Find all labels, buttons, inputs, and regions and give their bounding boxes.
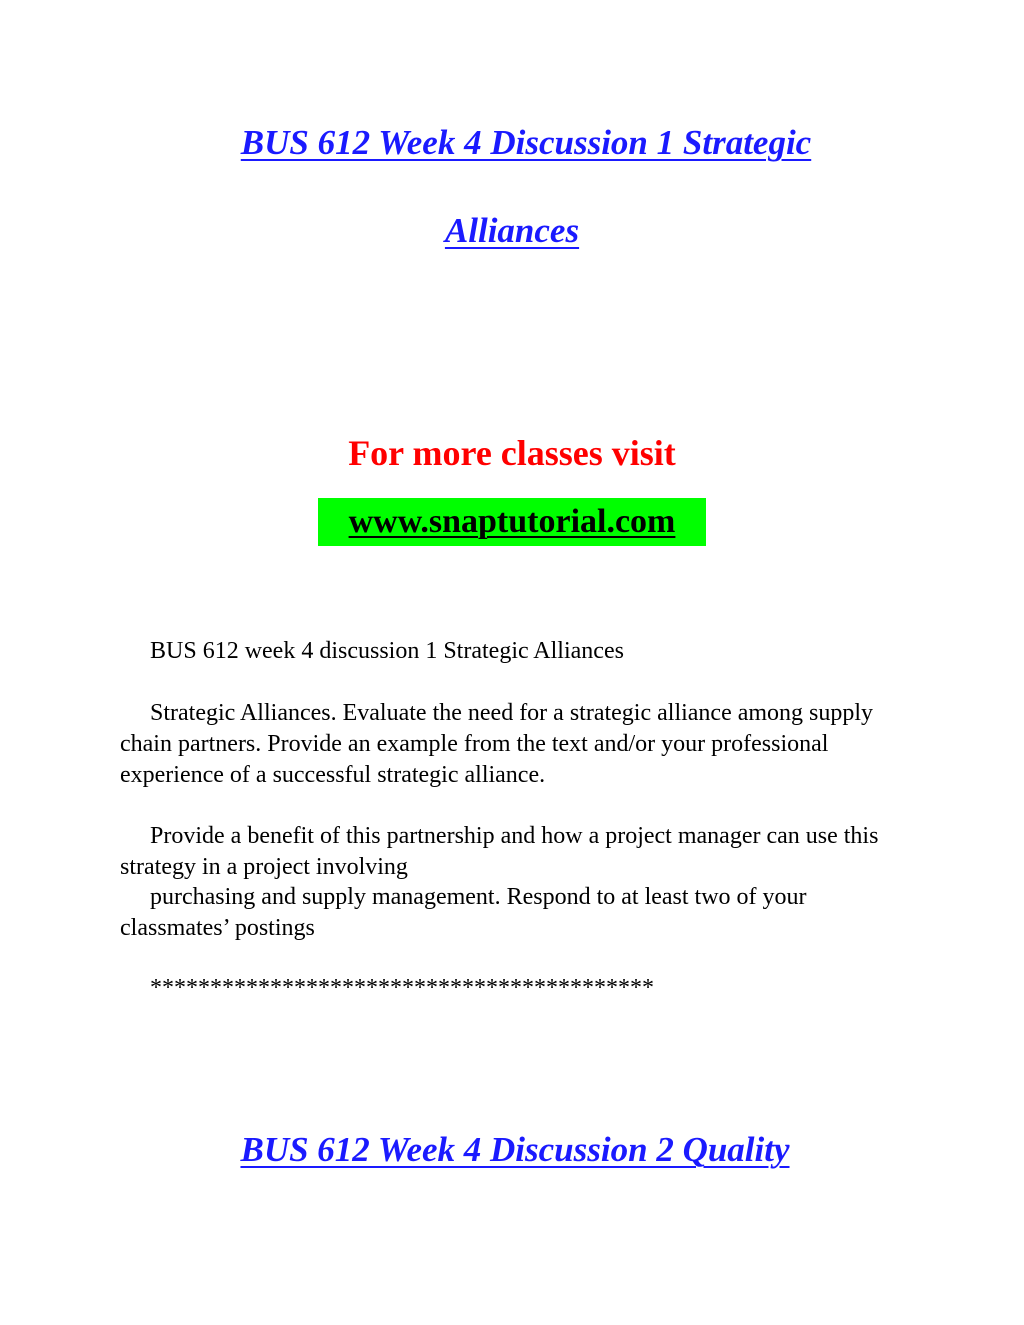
next-title-link[interactable]: BUS 612 Week 4 Discussion 2 Quality [240, 1130, 790, 1169]
title-link-line-2[interactable]: Alliances [444, 211, 580, 250]
promo-text: For more classes visit [348, 433, 676, 473]
discussion-heading-text: BUS 612 week 4 discussion 1 Strategic Alliances [150, 638, 624, 664]
promo-website-link[interactable]: www.snaptutorial.com [318, 498, 706, 546]
paragraph-2-text: Provide a benefit of this partnership and how a project manager can use this strategy in a project involving [120, 823, 879, 880]
paragraph-1-text: Strategic Alliances. Evaluate the need for a strategic alliance among supply chain partners. Provide an example from the text and/or your professional experience of a successful strategic alliance. [120, 700, 874, 788]
paragraph-3-text: purchasing and supply management. Respond to at least two of your classmates’ postings [120, 884, 807, 941]
discussion-paragraph-3 [120, 882, 900, 944]
discussion-paragraph-2 [120, 821, 900, 883]
separator-stars [120, 973, 900, 1004]
discussion-paragraph-1 [120, 698, 900, 791]
title-link-line-1[interactable]: BUS 612 Week 4 Discussion 1 Strategic [240, 123, 812, 162]
discussion-heading [120, 636, 900, 667]
separator-text: ****************************************** [150, 975, 654, 1001]
